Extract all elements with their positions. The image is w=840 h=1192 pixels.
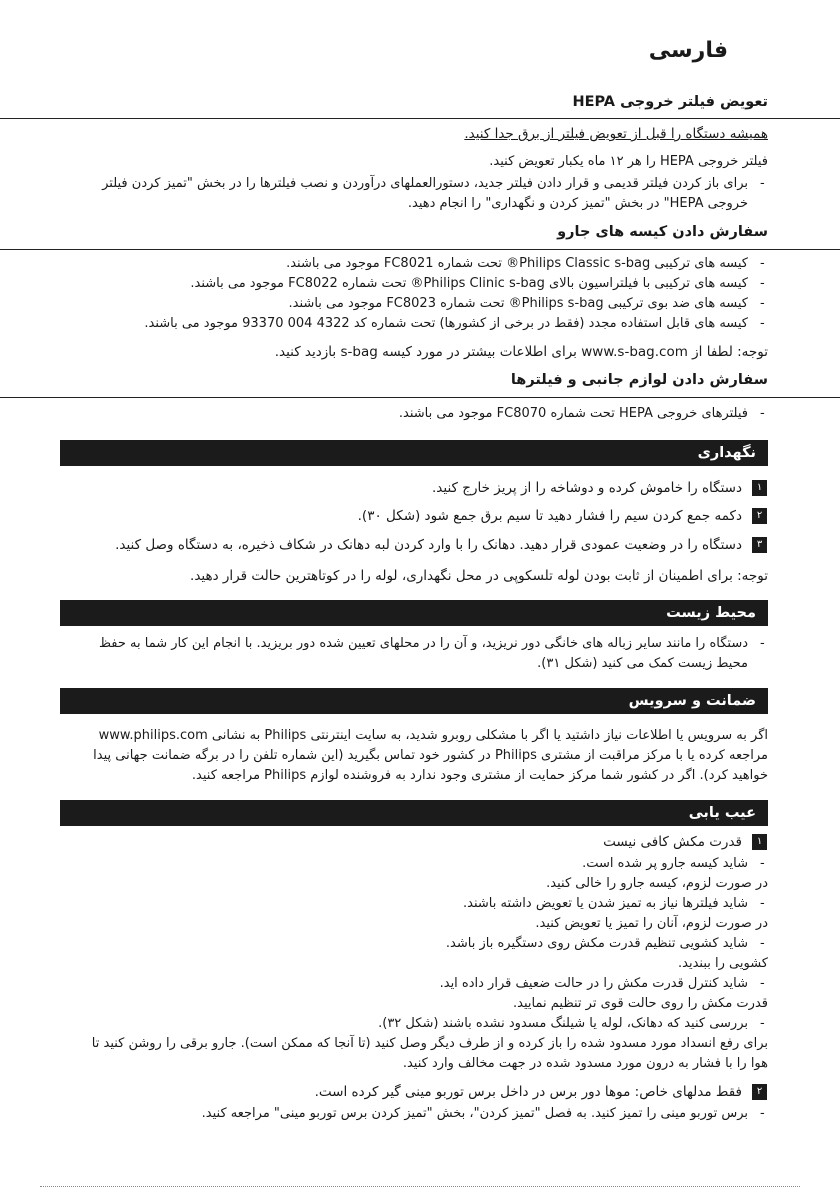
accessory-item: فیلترهای خروجی HEPA تحت شماره FC8070 موجود می باشند.: [398, 406, 748, 421]
bag-item: کیسه های ترکیبی با فیلتراسیون بالای Philips Clinic s-bag® تحت شماره FC8022 موجود می باشند.: [190, 276, 748, 291]
divider: [0, 249, 840, 250]
bullet-dash: -: [760, 316, 765, 331]
bullet-dash: -: [760, 256, 765, 271]
warranty-line-2: مراجعه کرده یا با مرکز مراقبت از مشتری Philips در کشور خود تماس بگیرید (این شماره تلفن را در برگه ضمانت جهانی پیدا: [93, 748, 768, 763]
step-number: ۲: [752, 508, 767, 524]
hepa-bullet-line-1: برای باز کردن فیلتر قدیمی و قرار دادن فیلتر جدید، دستورالعملهای درآوردن و نصب فیلترها را در بخش "تمیز کردن فیلتر: [102, 176, 748, 191]
problem-2-solution: برس توربو مینی را تمیز کنید. به فصل "تمیز کردن"، بخش "تمیز کردن برس توربو مینی" مراجعه کنید.: [201, 1106, 748, 1121]
divider: [0, 118, 840, 119]
bags-section-title: سفارش دادن کیسه های جارو: [557, 224, 768, 240]
problem-1-title: قدرت مکش کافی نیست: [603, 834, 742, 850]
problem-1-solution: در صورت لزوم، آنان را تمیز یا تعویض کنید.: [535, 916, 768, 931]
problem-number: ۱: [752, 834, 767, 850]
bag-item: کیسه های قابل استفاده مجدد (فقط در برخی از کشورها) تحت شماره کد 4322 004 93370 موجود می باشند.: [144, 316, 748, 331]
problem-1-cause: شاید کنترل قدرت مکش را در حالت ضعیف قرار داده اید.: [439, 976, 748, 991]
divider: [0, 397, 840, 398]
problem-1-solution: قدرت مکش را روی حالت قوی تر تنظیم نمایید.: [513, 996, 768, 1011]
problem-1-cause: شاید فیلترها نیاز به تمیز شدن یا تعویض داشته باشند.: [463, 896, 748, 911]
step-number: ۳: [752, 537, 767, 553]
hepa-bullet-line-2: خروجی HEPA" در بخش "تمیز کردن و نگهداری" را انجام دهید.: [407, 196, 748, 211]
problem-1-cause: شاید کیسه جارو پر شده است.: [582, 856, 748, 871]
bullet-dash: -: [760, 856, 765, 871]
storage-step-2: دکمه جمع کردن سیم را فشار دهید تا سیم برق جمع شود (شکل ۳۰).: [357, 508, 742, 524]
warranty-line-1: اگر به سرویس یا اطلاعات نیاز داشتید یا اگر با مشکلی روبرو شدید، به سایت اینترنتی Philips به نشانی www.philips.com: [98, 728, 768, 743]
accessories-section-title: سفارش دادن لوازم جانبی و فیلترها: [510, 372, 768, 388]
environment-section-bar: محیط زیست: [60, 600, 768, 626]
storage-step-3: دستگاه را در وضعیت عمودی قرار دهید. دهانک را با وارد کردن لبه دهانک در شکاف ذخیره، به دستگاه وصل کنید.: [115, 537, 742, 553]
problem-1-cause: شاید کشویی تنظیم قدرت مکش روی دستگیره باز باشد.: [445, 936, 748, 951]
language-title: فارسی: [648, 38, 728, 63]
hepa-warning: همیشه دستگاه را قبل از تعویض فیلتر از برق جدا کنید.: [464, 126, 768, 142]
bullet-dash: -: [760, 176, 765, 191]
warranty-line-3: خواهید کرد). اگر در کشور شما مرکز حمایت از مشتری وجود ندارد به فروشنده لوازم Philips مراجعه کنید.: [191, 768, 768, 783]
page-bottom-rule: [40, 1186, 800, 1187]
warranty-section-bar: ضمانت و سرویس: [60, 688, 768, 714]
problem-1-solution: برای رفع انسداد مورد مسدود شده را باز کرده و از طرف دیگر وصل کنید (تا آنجا که ممکن است). جارو برقی را روشن کنید تا: [91, 1036, 768, 1051]
bag-item: کیسه های ترکیبی Philips Classic s-bag® تحت شماره FC8021 موجود می باشند.: [286, 256, 748, 271]
problem-number: ۲: [752, 1084, 767, 1100]
troubleshooting-section-bar: عیب یابی: [60, 800, 768, 826]
problem-2-title: فقط مدلهای خاص: موها دور برس در داخل برس توربو مینی گیر کرده است.: [314, 1084, 742, 1100]
environment-line-1: دستگاه را مانند سایر زباله های خانگی دور نریزید، و آن را در محلهای تعیین شده دور بریزید. با انجام این کار شما به حفظ: [98, 636, 748, 651]
bullet-dash: -: [760, 276, 765, 291]
problem-1-solution: در صورت لزوم، کیسه جارو را خالی کنید.: [546, 876, 768, 891]
hepa-line: فیلتر خروجی HEPA را هر ۱۲ ماه یکبار تعویض کنید.: [489, 154, 768, 169]
bag-item: کیسه های ضد بوی ترکیبی Philips s-bag® تحت شماره FC8023 موجود می باشند.: [288, 296, 748, 311]
environment-line-2: محیط زیست کمک می کنید (شکل ۳۱).: [537, 656, 748, 671]
bullet-dash: -: [760, 976, 765, 991]
bullet-dash: -: [760, 896, 765, 911]
bullet-dash: -: [760, 296, 765, 311]
storage-section-bar: نگهداری: [60, 440, 768, 466]
problem-1-cause: بررسی کنید که دهانک، لوله یا شیلنگ مسدود نشده باشند (شکل ۳۲).: [378, 1016, 748, 1031]
bags-note: توجه: لطفا از www.s-bag.com برای اطلاعات بیشتر در مورد کیسه s-bag بازدید کنید.: [274, 344, 768, 360]
problem-1-solution: هوا را با فشار به درون مورد مسدود شده در جهت مخالف وارد کنید.: [402, 1056, 768, 1071]
bullet-dash: -: [760, 1016, 765, 1031]
bullet-dash: -: [760, 636, 765, 651]
storage-step-1: دستگاه را خاموش کرده و دوشاخه را از پریز خارج کنید.: [432, 480, 742, 496]
bullet-dash: -: [760, 936, 765, 951]
bullet-dash: -: [760, 1106, 765, 1121]
bullet-dash: -: [760, 406, 765, 421]
storage-note: توجه: برای اطمینان از ثابت بودن لوله تلسکوپی در محل نگهداری، لوله را در کوتاهترین حالت قرار دهید.: [190, 568, 768, 584]
problem-1-solution: کشویی را ببندید.: [678, 956, 768, 971]
hepa-section-title: تعویض فیلتر خروجی HEPA: [572, 94, 768, 110]
step-number: ۱: [752, 480, 767, 496]
